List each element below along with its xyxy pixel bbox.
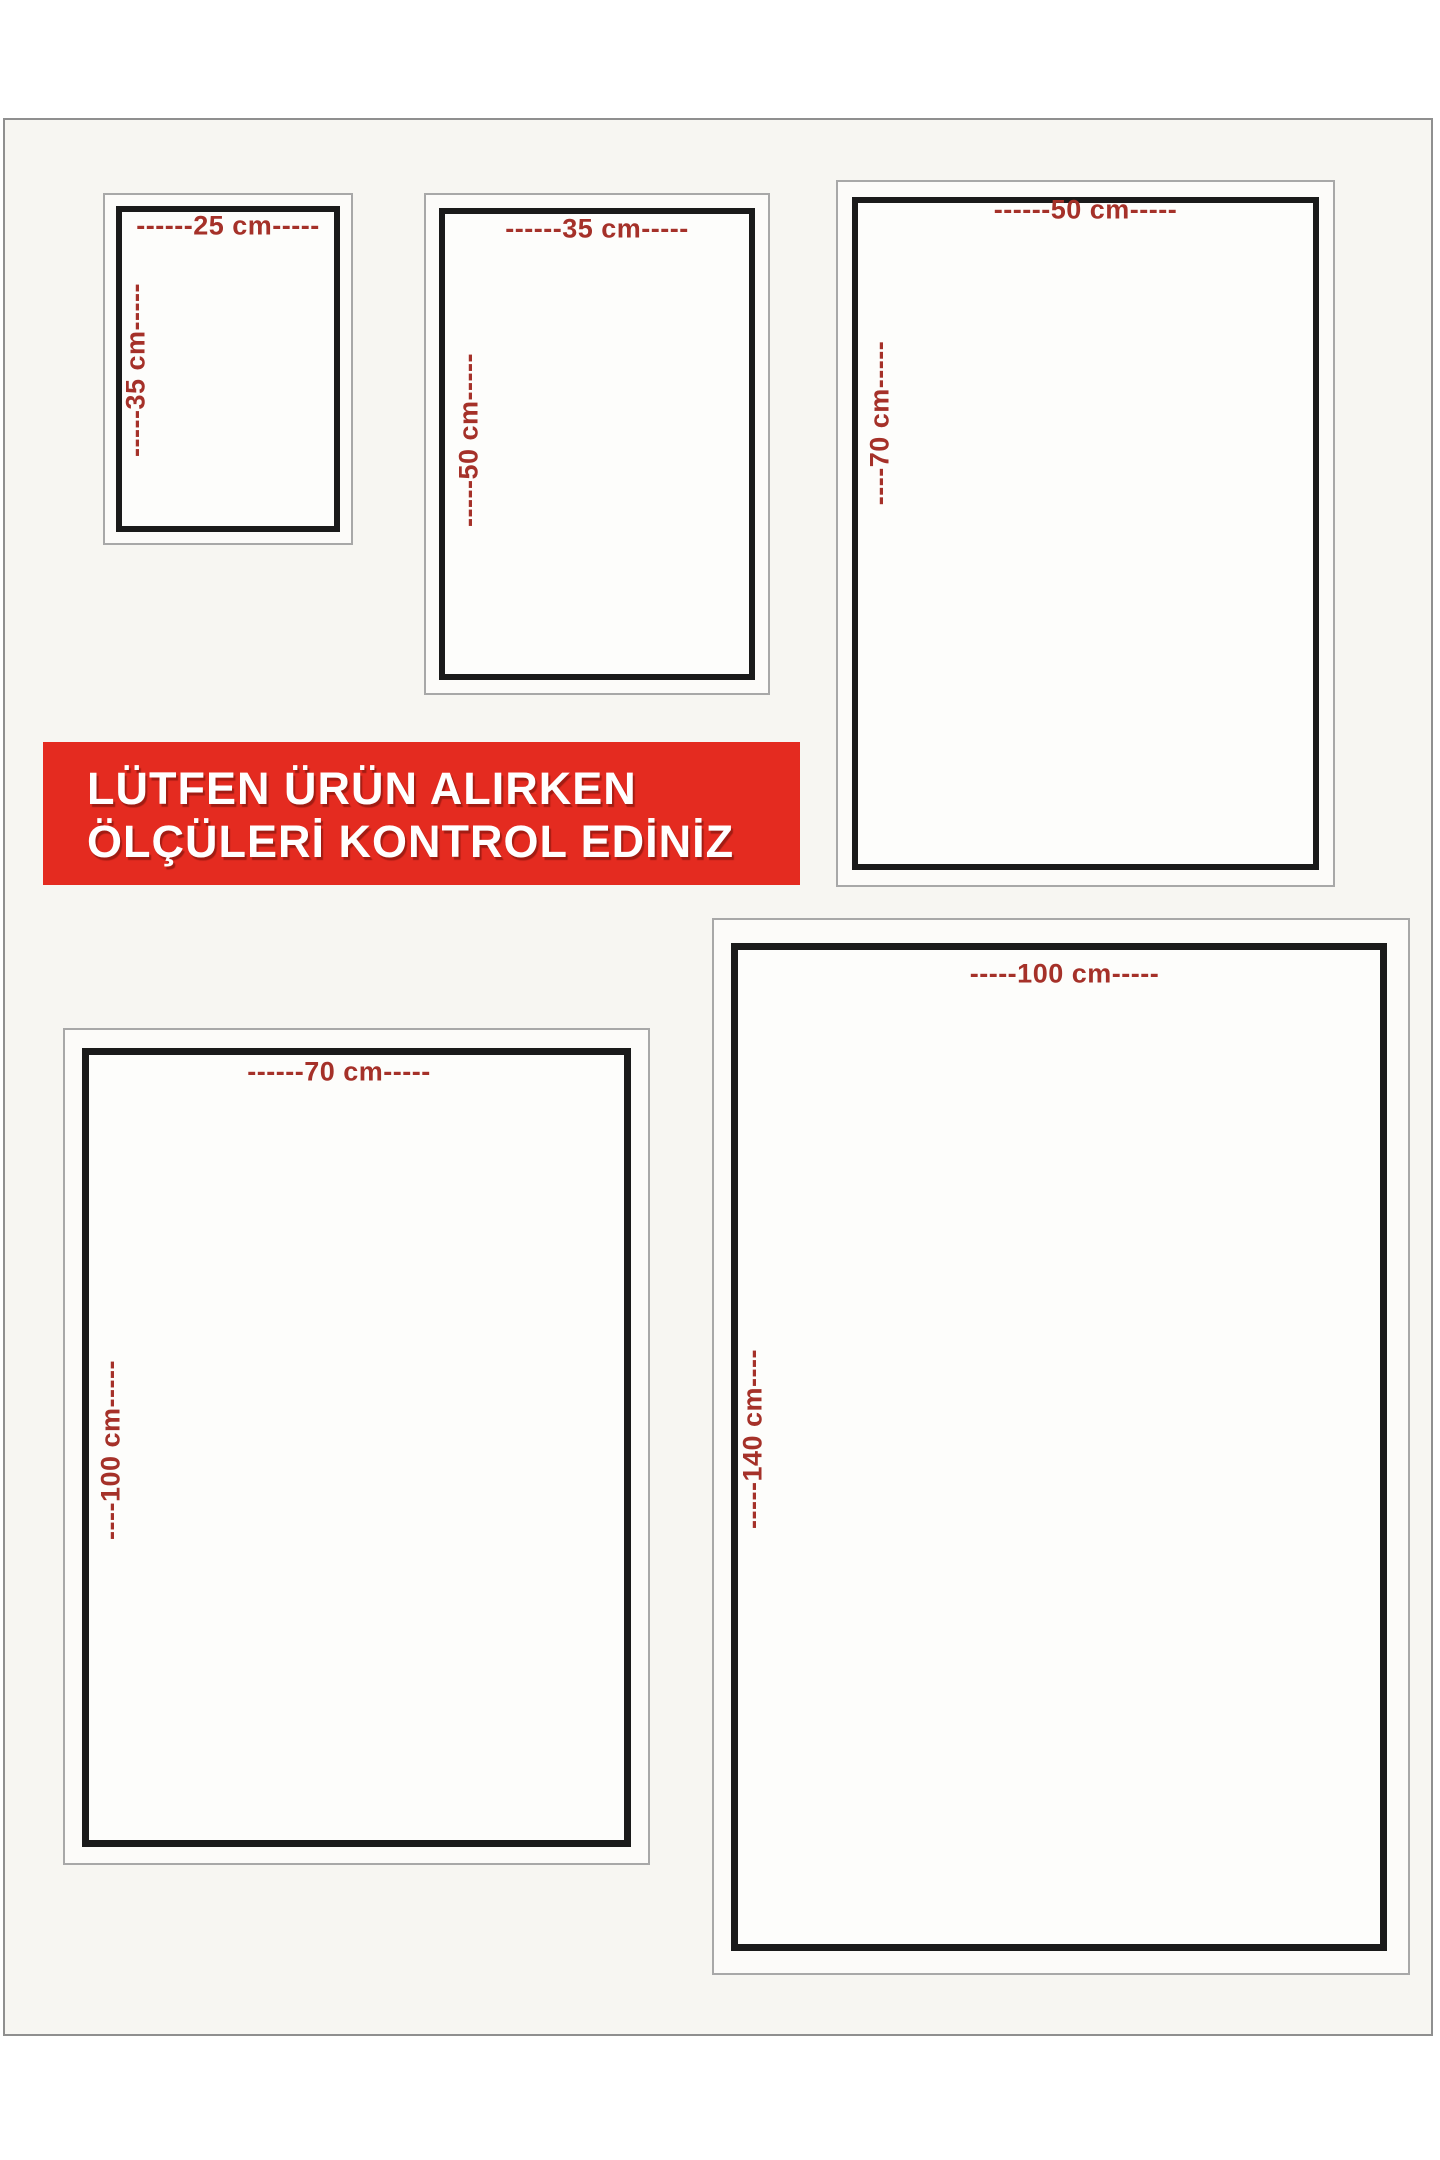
height-label-35cm: -----35 cm-----	[120, 283, 151, 457]
warning-banner-line2: ÖLÇÜLERİ KONTROL EDİNİZ	[87, 816, 735, 867]
size-box-70x100	[63, 1028, 650, 1865]
size-box-50x70-border	[852, 194, 1319, 870]
height-label-70cm: ----70 cm-----	[864, 340, 895, 506]
width-label-35cm: ------35 cm-----	[505, 213, 689, 244]
size-box-50x70	[836, 180, 1335, 887]
size-box-100x140-border	[731, 943, 1387, 1951]
height-label-100cm: ----100 cm-----	[95, 1360, 126, 1540]
size-box-35x50	[424, 193, 770, 695]
warning-banner	[43, 742, 800, 885]
width-label-70cm: ------70 cm-----	[247, 1056, 431, 1087]
size-box-35x50-border	[439, 208, 755, 680]
width-label-100cm: -----100 cm-----	[969, 958, 1160, 989]
width-label-50cm: ------50 cm-----	[993, 194, 1178, 225]
size-box-100x140	[712, 918, 1410, 1975]
warning-banner-line1: LÜTFEN ÜRÜN ALIRKEN	[87, 763, 637, 814]
width-label-25cm: ------25 cm-----	[136, 210, 320, 241]
size-box-25x35	[103, 193, 353, 545]
height-label-140cm: -----140 cm----	[737, 1349, 768, 1529]
size-box-70x100-border	[82, 1048, 631, 1847]
height-label-50cm: -----50 cm-----	[453, 353, 484, 527]
